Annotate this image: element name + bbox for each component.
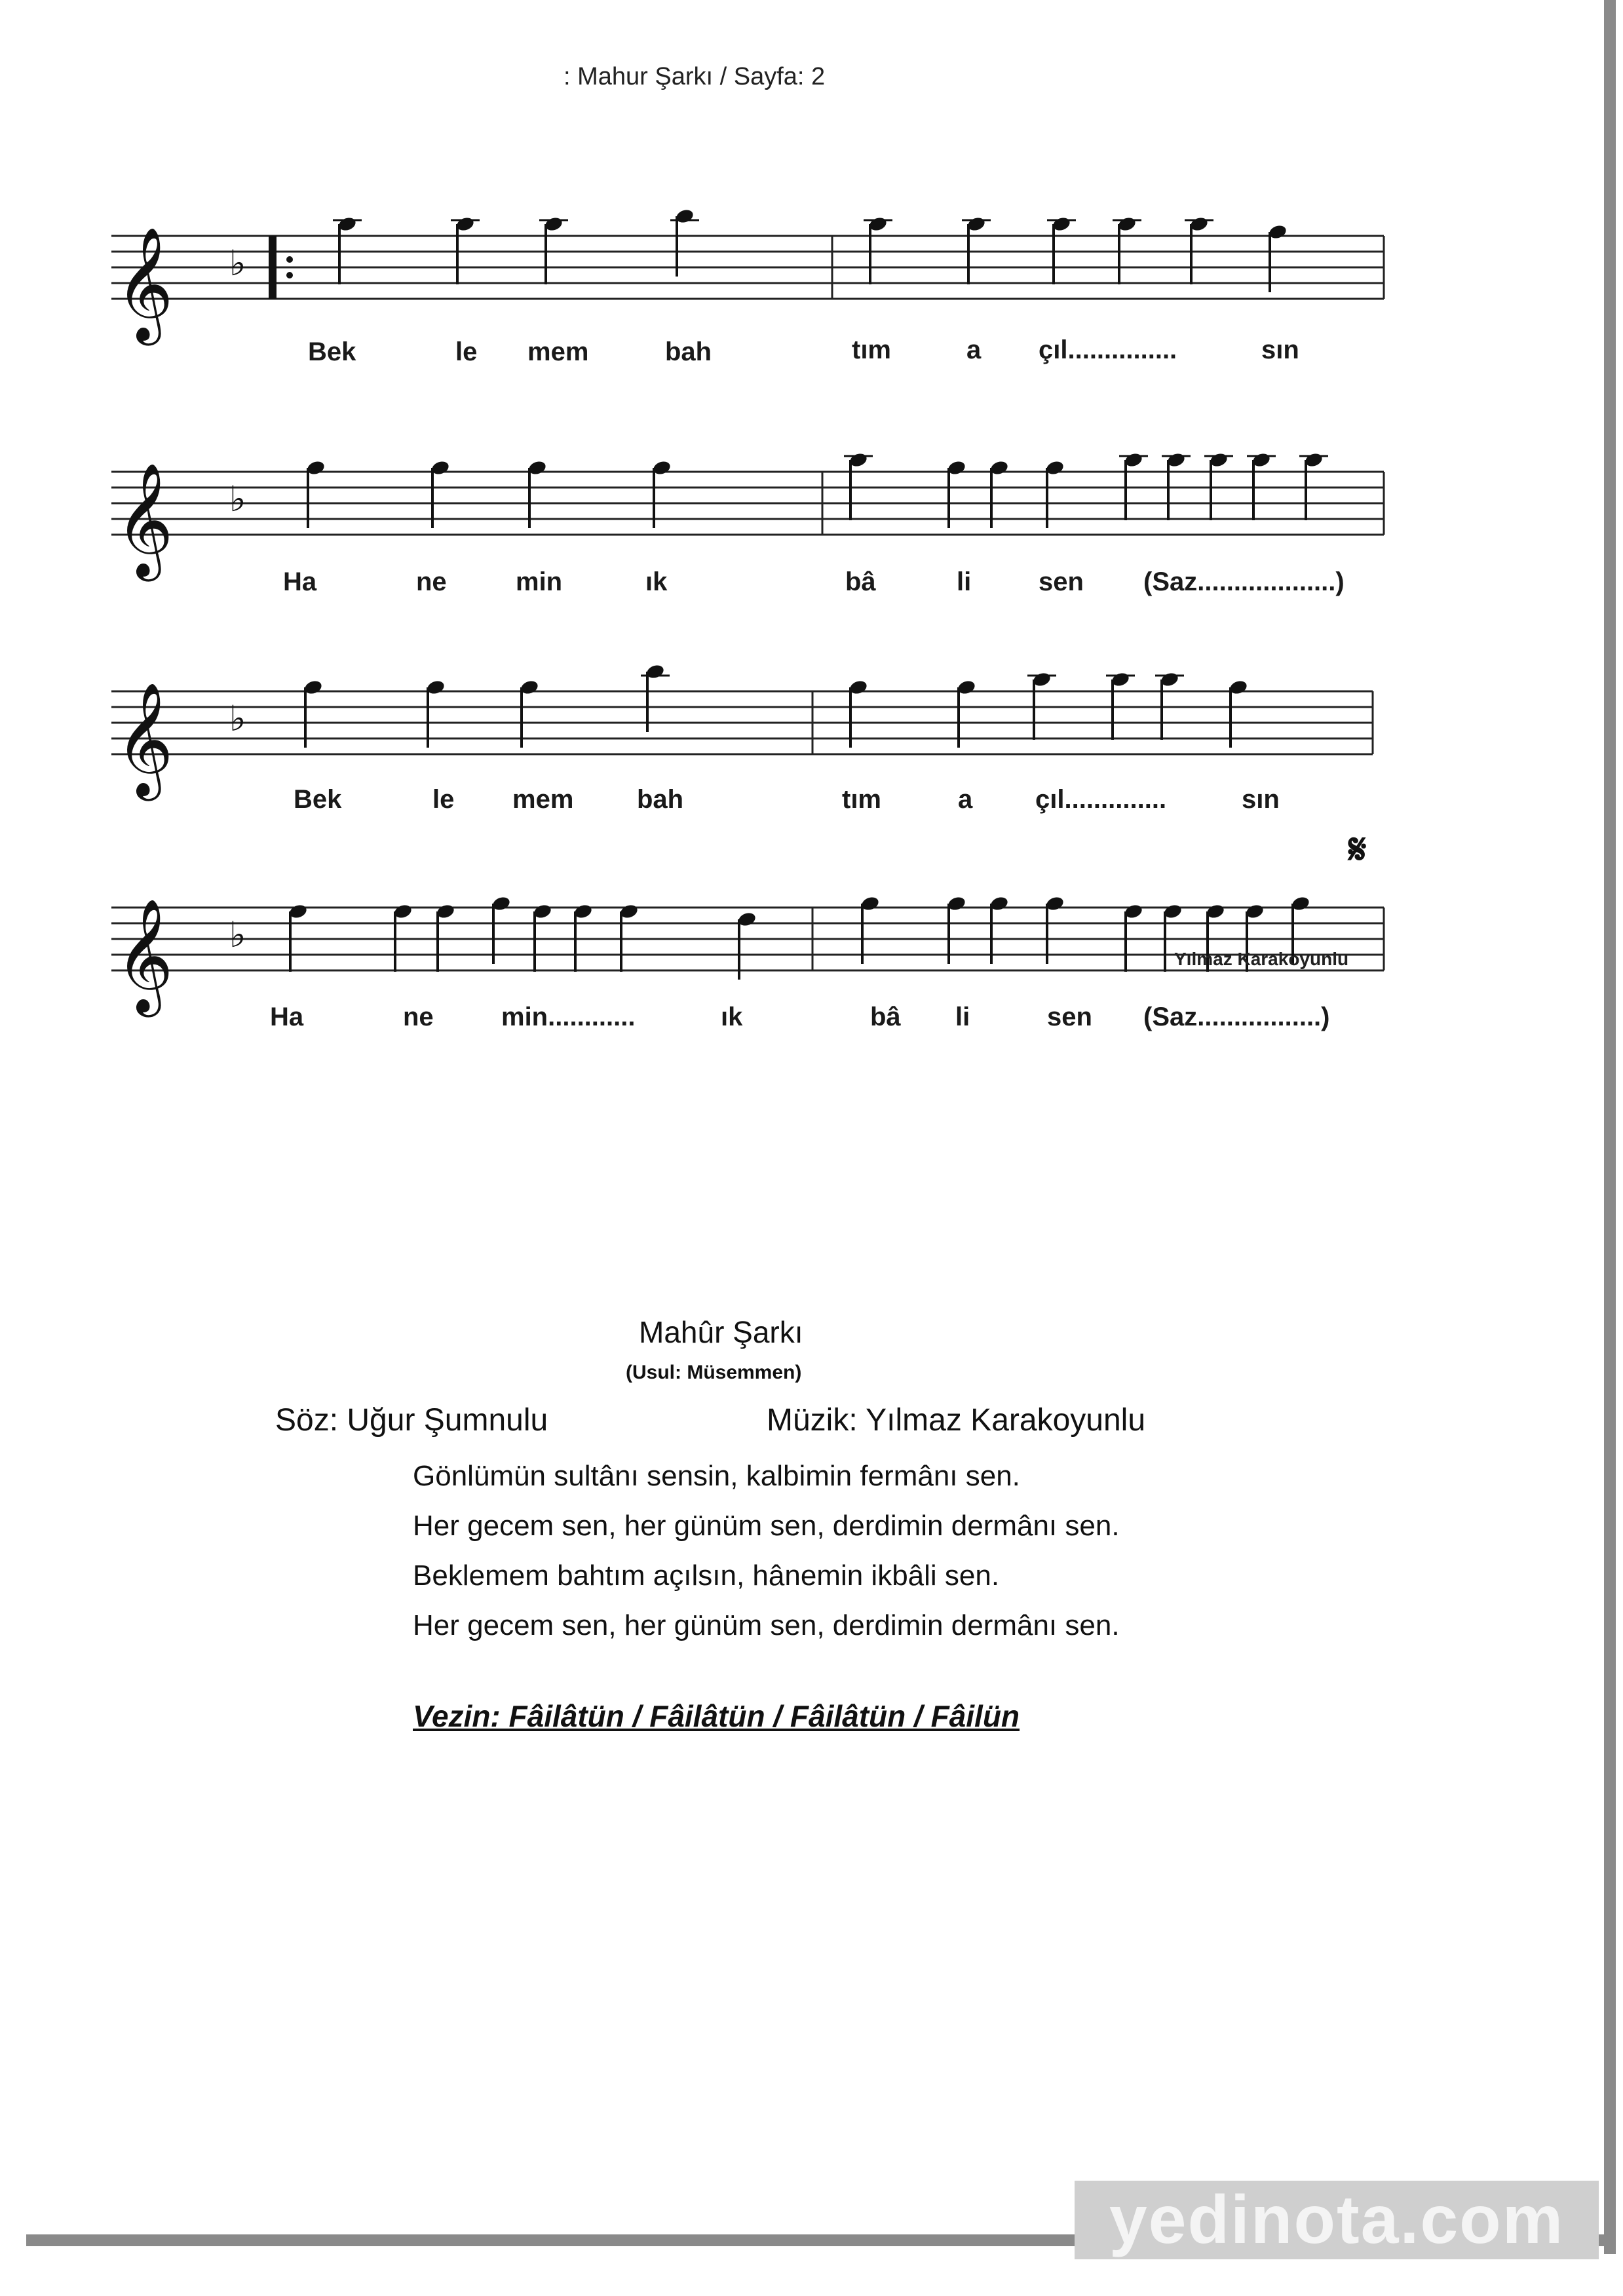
lyric-syllable: min............ — [501, 1003, 636, 1031]
lyric-syllable: ık — [645, 567, 668, 596]
lyric-syllable: min — [516, 567, 563, 596]
lyric-syllable: sen — [1039, 567, 1084, 596]
lyric-syllable: (Saz...................) — [1143, 567, 1345, 596]
lyrics-block — [413, 1451, 1120, 1651]
koma-accidental-icon: ♭ — [229, 242, 246, 284]
watermark: yedinota.com — [1075, 2181, 1599, 2259]
lyric-syllable: tım — [842, 785, 881, 814]
lyric-syllable: (Saz.................) — [1143, 1003, 1330, 1031]
staff-system-2 — [111, 451, 1384, 582]
lyric-syllable: bâ — [870, 1003, 901, 1031]
lyric-syllable: le — [455, 337, 478, 366]
composer: Müzik: Yılmaz Karakoyunlu — [767, 1403, 1146, 1438]
lyric-syllable: Ha — [270, 1003, 304, 1031]
lyric-syllable: a — [966, 335, 982, 364]
song-title: Mahûr Şarkı — [639, 1315, 803, 1349]
treble-clef-icon: 𝄞 — [115, 463, 174, 577]
treble-clef-icon: 𝄞 — [115, 898, 174, 1012]
lyric-syllable: çıl.............. — [1035, 785, 1167, 814]
lyric-line: Beklemem bahtım açılsın, hânemin ikbâli sen. — [413, 1559, 1000, 1592]
lyric-line: Her gecem sen, her günüm sen, derdimin dermânı sen. — [413, 1510, 1120, 1542]
staff-system-3 — [111, 663, 1373, 801]
lyric-syllable: tım — [852, 335, 891, 364]
lyric-syllable: bah — [637, 785, 684, 814]
vezin-meter: Vezin: Fâilâtün / Fâilâtün / Fâilâtün / Fâilün — [413, 1699, 1020, 1733]
repeat-dot — [286, 256, 293, 263]
staff-system-1 — [111, 208, 1384, 346]
lyric-syllable: bah — [665, 337, 712, 366]
page-header: : Mahur Şarkı / Sayfa: 2 — [563, 63, 826, 90]
repeat-barline — [269, 236, 277, 299]
repeat-dot — [286, 272, 293, 278]
lyric-syllable: bâ — [845, 567, 876, 596]
lyric-syllable: le — [432, 785, 455, 814]
lyric-syllable: sın — [1261, 335, 1299, 364]
staff-system-4 — [111, 825, 1384, 1018]
music-score — [0, 0, 1623, 1048]
lyric-syllable: ne — [403, 1003, 434, 1031]
lyric-syllable: sen — [1047, 1003, 1092, 1031]
lyric-syllable: çıl............... — [1039, 335, 1177, 364]
koma-accidental-icon: ♭ — [229, 914, 246, 955]
composer-credit-in-score: Yılmaz Karakoyunlu — [1174, 949, 1349, 969]
lyric-syllable: Bek — [294, 785, 342, 814]
credits-line — [275, 1402, 1146, 1438]
lyric-syllable: ne — [416, 567, 447, 596]
segno-icon: 𝄋 — [1348, 825, 1367, 874]
lyric-line: Gönlümün sultânı sensin, kalbimin fermânı sen. — [413, 1460, 1020, 1492]
lyric-syllable: mem — [527, 337, 589, 366]
lyric-syllable: mem — [512, 785, 574, 814]
lyric-syllable: li — [957, 567, 972, 596]
koma-accidental-icon: ♭ — [229, 478, 246, 520]
lyric-syllable: a — [958, 785, 973, 814]
lyric-syllable: sın — [1242, 785, 1280, 814]
koma-accidental-icon: ♭ — [229, 698, 246, 739]
lyricist: Söz: Uğur Şumnulu — [275, 1403, 548, 1438]
treble-clef-icon: 𝄞 — [115, 227, 174, 341]
usul-label: (Usul: Müsemmen) — [626, 1362, 802, 1383]
lyric-syllable: Ha — [283, 567, 317, 596]
lyric-syllable: ık — [721, 1003, 743, 1031]
lyric-syllable: li — [955, 1003, 970, 1031]
treble-clef-icon: 𝄞 — [115, 682, 174, 796]
lyric-line: Her gecem sen, her günüm sen, derdimin dermânı sen. — [413, 1609, 1120, 1641]
lyric-syllable: Bek — [308, 337, 356, 366]
